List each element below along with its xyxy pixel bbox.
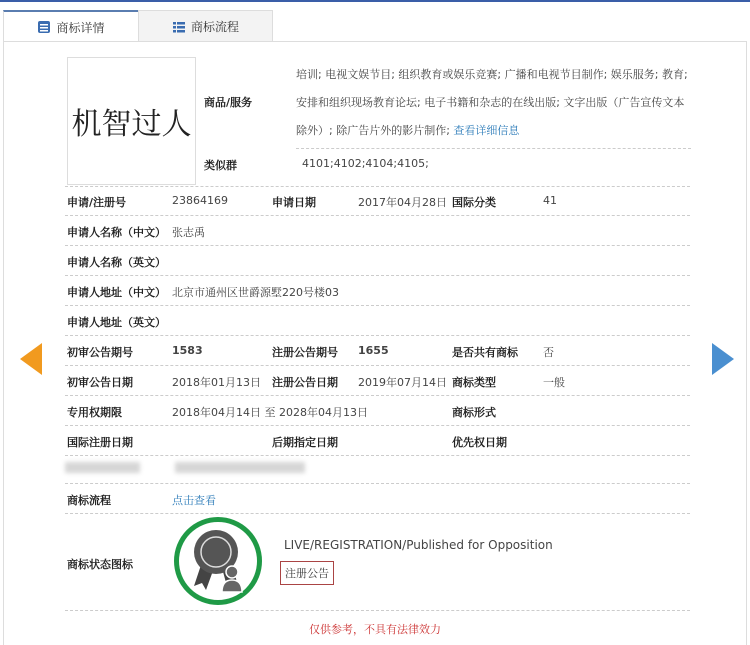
applicant-cn-value: 张志禹	[172, 226, 205, 239]
similar-group-value: 4101;4102;4104;4105;	[302, 157, 429, 170]
divider	[65, 513, 690, 514]
status-notice: 注册公告	[280, 561, 334, 585]
exclusive-value: 2018年04月14日 至 2028年04月13日	[172, 406, 368, 419]
tab-bar	[3, 10, 273, 42]
divider	[65, 215, 690, 216]
goods-list: 培训; 电视文娱节目; 组织教育或娱乐竞赛; 广播和电视节目制作; 娱乐服务; 教育; 安排和组织现场教育论坛; 电子书籍和杂志的在线出版; 文字出版（广告宣传文本除外）; 除广告片外的影片制作;	[296, 68, 688, 137]
divider	[65, 365, 690, 366]
reg-pub-no-value: 1655	[358, 344, 389, 357]
award-ribbon-icon	[188, 528, 248, 594]
status-text: LIVE/REGISTRATION/Published for Opposition	[284, 538, 553, 552]
next-arrow-icon[interactable]	[712, 343, 734, 375]
reg-pub-date-label: 注册公告日期	[272, 376, 338, 389]
trademark-image: 机智过人	[67, 57, 196, 185]
form-label: 商标形式	[452, 406, 496, 419]
goods-text	[296, 61, 691, 145]
tab-label: 商标流程	[190, 20, 239, 34]
shared-label: 是否共有商标	[452, 346, 518, 359]
reg-no-label: 申请/注册号	[67, 196, 127, 209]
flow-view-link[interactable]: 点击查看	[172, 494, 216, 507]
address-cn-value: 北京市通州区世爵源墅220号楼03	[172, 286, 339, 299]
redacted-value	[175, 462, 305, 473]
tab-label: 商标详情	[56, 20, 105, 35]
tab-trademark-process[interactable]	[138, 10, 273, 42]
divider	[65, 455, 690, 456]
divider	[65, 610, 690, 611]
top-border	[0, 0, 750, 2]
divider	[65, 425, 690, 426]
similar-group-label: 类似群	[204, 159, 237, 172]
address-en-label: 申请人地址（英文）	[67, 316, 166, 329]
status-label: 商标状态图标	[67, 558, 133, 571]
exclusive-label: 专用权期限	[67, 406, 122, 419]
redacted-label	[65, 462, 140, 473]
intl-reg-label: 国际注册日期	[67, 436, 133, 449]
intl-class-label: 国际分类	[452, 196, 496, 209]
divider	[65, 395, 690, 396]
intl-class-value: 41	[543, 194, 557, 207]
shared-value: 否	[543, 346, 554, 359]
priority-label: 优先权日期	[452, 436, 507, 449]
divider	[65, 483, 690, 484]
applicant-en-label: 申请人名称（英文）	[67, 256, 166, 269]
tab-trademark-details[interactable]	[3, 10, 138, 42]
prev-arrow-icon[interactable]	[20, 343, 42, 375]
prelim-no-label: 初审公告期号	[67, 346, 133, 359]
divider	[65, 245, 690, 246]
view-details-link[interactable]: 查看详细信息	[453, 124, 520, 137]
later-label: 后期指定日期	[272, 436, 338, 449]
disclaimer: 仅供参考，不具有法律效力	[309, 623, 441, 636]
status-badge	[174, 517, 262, 605]
prelim-date-label: 初审公告日期	[67, 376, 133, 389]
type-label: 商标类型	[452, 376, 496, 389]
divider	[65, 186, 690, 187]
divider	[65, 335, 690, 336]
prelim-no-value: 1583	[172, 344, 203, 357]
app-date-value: 2017年04月28日	[358, 196, 447, 209]
reg-no-value: 23864169	[172, 194, 228, 207]
app-date-label: 申请日期	[272, 196, 316, 209]
divider	[65, 305, 690, 306]
applicant-cn-label: 申请人名称（中文）	[67, 226, 166, 239]
reg-pub-no-label: 注册公告期号	[272, 346, 338, 359]
type-value: 一般	[543, 376, 565, 389]
prelim-date-value: 2018年01月13日	[172, 376, 261, 389]
reg-pub-date-value: 2019年07月14日	[358, 376, 447, 389]
flow-label: 商标流程	[67, 494, 111, 507]
divider	[296, 148, 691, 149]
list-icon	[172, 20, 186, 34]
divider	[65, 275, 690, 276]
goods-label: 商品/服务	[204, 96, 253, 109]
address-cn-label: 申请人地址（中文）	[67, 286, 166, 299]
list-doc-icon	[37, 20, 51, 34]
